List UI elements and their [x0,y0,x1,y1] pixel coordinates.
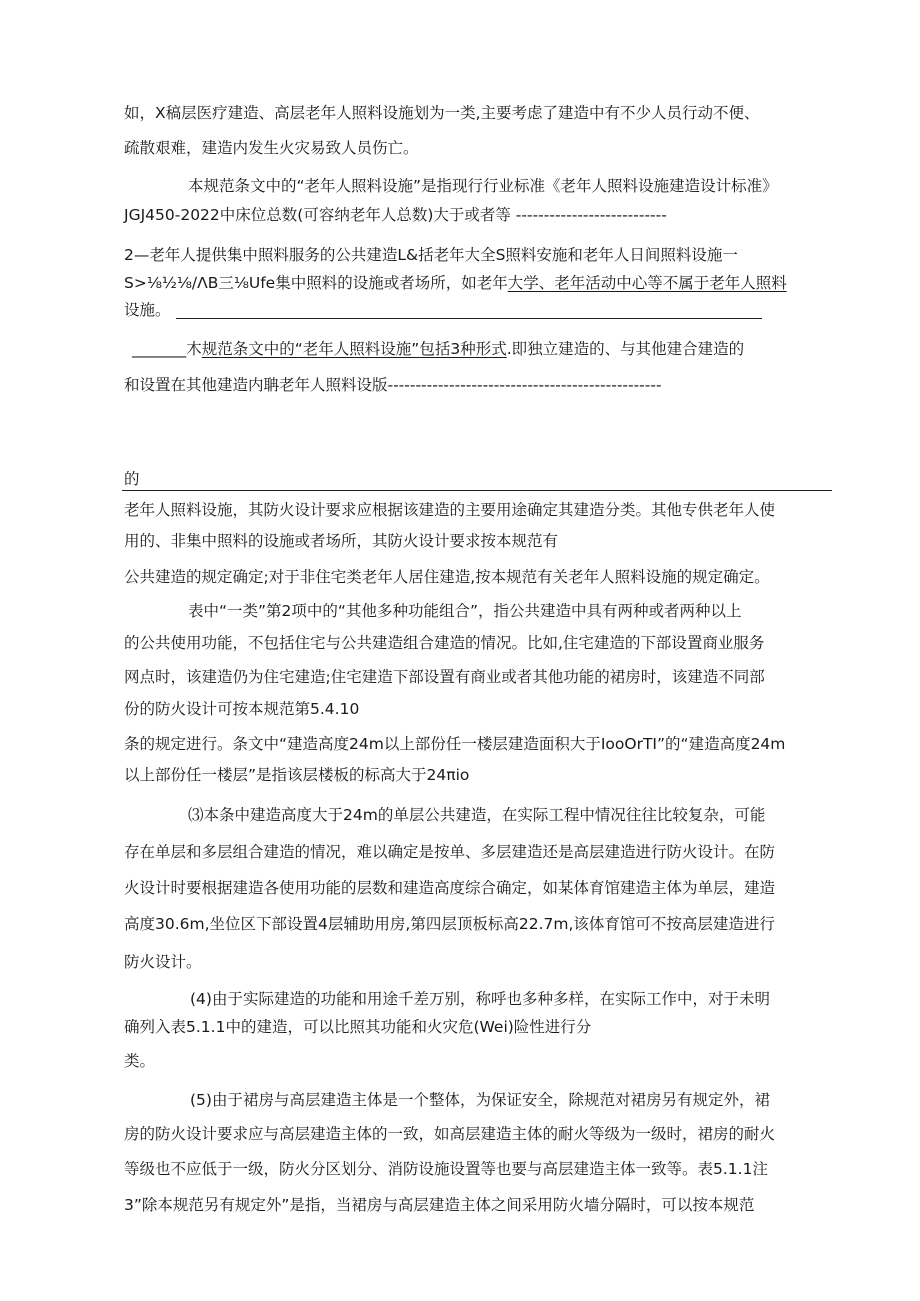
text-underlined: 大学、老年活动中心等不属于老年人照料 [507,274,787,292]
text-line: JGJ450-2022中床位总数(可容纳老年人总数)大于或者等 --------------------------- [124,206,667,224]
text-line: 存在单层和多层组合建造的情况，难以确定是按单、多层建造还是高层建造进行防火设计。在防 [124,843,776,861]
text-line: 高度30.6m,坐位区下部设置4层辅助用房,第四层顶板标高22.7m,该体育馆可不按高层建造进行 [124,915,775,933]
text-line: 表中“一类”第2项中的“其他多种功能组合”，指公共建造中具有两种或者两种以上 [188,602,742,620]
text-line [132,339,744,359]
text-line: 类。 [124,1052,156,1070]
text-line: 条的规定进行。条文中“建造高度24m以上部份任一楼层建造面积大于IooOrTI”的“建造高度24m [124,735,786,753]
text-line: 如，X稿层医疗建造、高层老年人照料设施划为一类,主要考虑了建造中有不少人员行动不便、 [124,104,760,122]
text-line: 老年人照料设施，其防火设计要求应根据该建造的主要用途确定其建造分类。其他专供老年人使 [124,501,776,519]
text-line: 等级也不应低于一级，防火分区划分、消防设施设置等也要与高层建造主体一致等。表5.1.1注 [124,1160,768,1178]
text-line: 2—老年人提供集中照料服务的公共建造L&括老年大全S照料安施和老年人日间照料设施一 [124,246,738,264]
text-underlined: 规范条文中的“老年人照料设施”包括3种形式 [201,340,507,358]
text-line: 以上部份任一楼层”是指该层楼板的标高大于24πio [124,766,470,784]
text-line: 的 [124,470,140,488]
text-line: 设施。 [124,301,171,319]
text-line: 火设计时要根据建造各使用功能的层数和建造高度综合确定，如某体育馆建造主体为单层，建造 [124,879,776,897]
text-plain: .即独立建造的、与其他建合建造的 [506,340,745,358]
text-line: (4)由于实际建造的功能和用途千差万别，称呼也多种多样，在实际工作中，对于未明 [190,990,770,1008]
text-line: 确列入表5.1.1中的建造，可以比照其功能和火灾危(Wei)险性进行分 [124,1018,592,1036]
text-line: 疏散艰难，建造内发生火灾易致人员伤亡。 [124,139,419,157]
text-line: 份的防火设计可按本规范第5.4.10 [124,700,360,718]
text-line: (5)由于裙房与高层建造主体是一个整体，为保证安全，除规范对裙房另有规定外，裙 [190,1091,770,1109]
text-line: 3”除本规范另有规定外”是指，当裙房与高层建造主体之间采用防火墙分隔时，可以按本规范 [124,1196,755,1214]
text-plain: _______木 [132,340,202,358]
text-line: 用的、非集中照料的设施或者场所，其防火设计要求按本规范有 [124,532,559,550]
horizontal-rule [122,490,832,491]
text-plain: S>⅛½⅛∕ΛB三⅛Ufe集中照料的设施或者场所，如老年 [124,274,508,292]
text-line: 网点时，该建造仍为住宅建造;住宅建造下部设置有商业或者其他功能的裙房时，该建造不同部 [124,668,765,686]
text-line: 公共建造的规定确定;对于非住宅类老年人居住建造,按本规范有关老年人照料设施的规定确定。 [124,568,770,586]
text-line: 本规范条文中的“老年人照料设施”是指现行行业标准《老年人照料设施建造设计标准》 [188,177,778,195]
underline-rule [176,318,762,319]
text-line: 的公共使用功能，不包括住宅与公共建造组合建造的情况。比如,住宅建造的下部设置商业服务 [124,634,765,652]
text-line: 防火设计。 [124,953,202,971]
text-line [124,273,787,293]
text-line: ⑶本条中建造高度大于24m的单层公共建造，在实际工程中情况往往比较复杂，可能 [188,806,766,824]
text-line: 房的防火设计要求应与高层建造主体的一致，如高层建造主体的耐火等级为一级时，裙房的耐火 [124,1125,776,1143]
text-line: 和设置在其他建造内聃老年人照料设版------------------------------------------------- [124,376,662,394]
